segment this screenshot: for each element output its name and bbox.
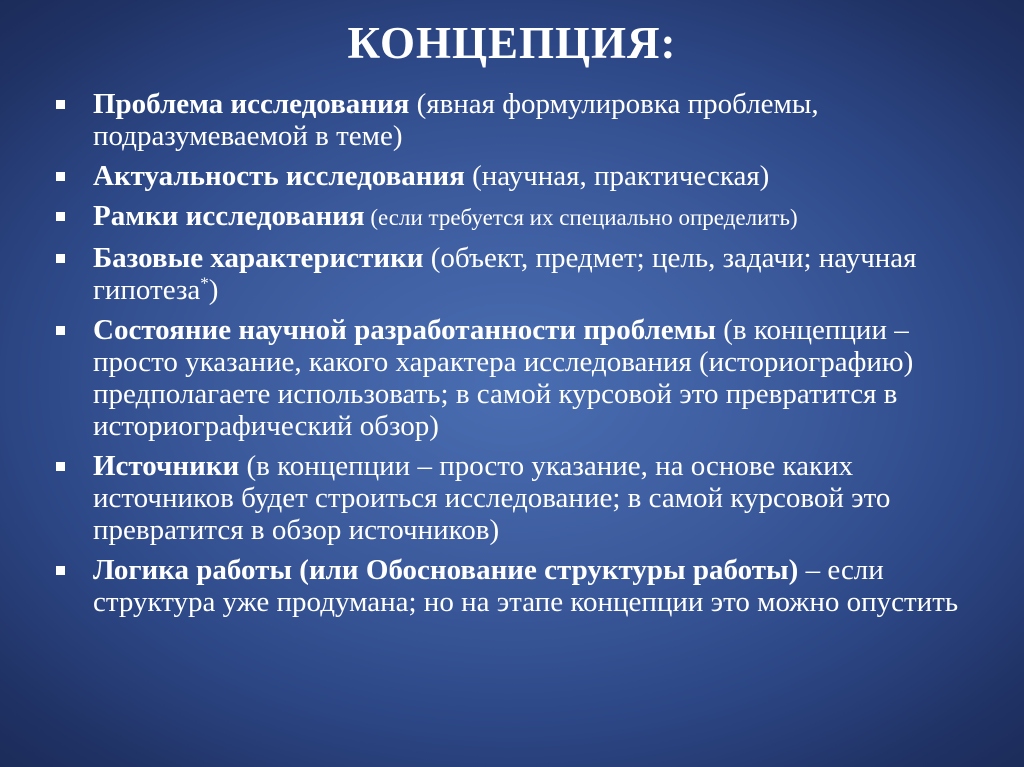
- bullet-term: Актуальность исследования: [93, 160, 465, 192]
- bullet-item-sources: [54, 450, 989, 546]
- bullet-text: (объект, предмет; цель, задачи; научная гипотеза: [93, 242, 917, 306]
- slide-title: КОНЦЕПЦИЯ:: [347, 18, 677, 68]
- bullet-text: (если требуется их специально определить): [364, 205, 798, 230]
- bullet-term: Состояние научной разработанности проблемы: [93, 314, 717, 346]
- bullet-item-problem: [54, 88, 989, 152]
- bullet-item-logic: [54, 554, 989, 618]
- bullet-term: Логика работы (или Обоснование структуры работы): [93, 554, 799, 586]
- bullet-item-scope: [54, 200, 989, 234]
- square-bullet-icon: [56, 100, 65, 109]
- bullet-term: Источники: [93, 450, 240, 482]
- square-bullet-icon: [56, 566, 65, 575]
- bullet-text-tail: ): [208, 274, 219, 306]
- bullet-term: Базовые характеристики: [93, 242, 424, 274]
- bullet-text: – если структура уже продумана; но на этапе концепции это можно опустить: [93, 554, 959, 618]
- square-bullet-icon: [56, 172, 65, 181]
- bullet-text: (в концепции – просто указание, на основе каких источников будет строиться исследование; в самой курсовой это превратится в обзор источников): [93, 450, 891, 546]
- square-bullet-icon: [56, 326, 65, 335]
- bullet-item-basic-characteristics: [54, 242, 989, 306]
- bullet-item-relevance: [54, 160, 989, 192]
- bullet-text: (научная, практическая): [464, 160, 770, 192]
- bullet-term: Проблема исследования: [93, 88, 410, 120]
- square-bullet-icon: [56, 462, 65, 471]
- square-bullet-icon: [56, 254, 65, 263]
- square-bullet-icon: [56, 212, 65, 221]
- bullet-item-state-of-research: [54, 314, 989, 442]
- footnote-mark: *: [200, 273, 209, 293]
- bullet-term: Рамки исследования: [93, 200, 365, 232]
- bullet-text: (явная формулировка проблемы, подразумеваемой в теме): [93, 88, 819, 152]
- bullet-list: [54, 88, 989, 626]
- bullet-text: (в концепции – просто указание, какого характера исследования (историографию) предполагаете использовать; в самой курсовой это превратится в историографический обзор): [93, 314, 914, 442]
